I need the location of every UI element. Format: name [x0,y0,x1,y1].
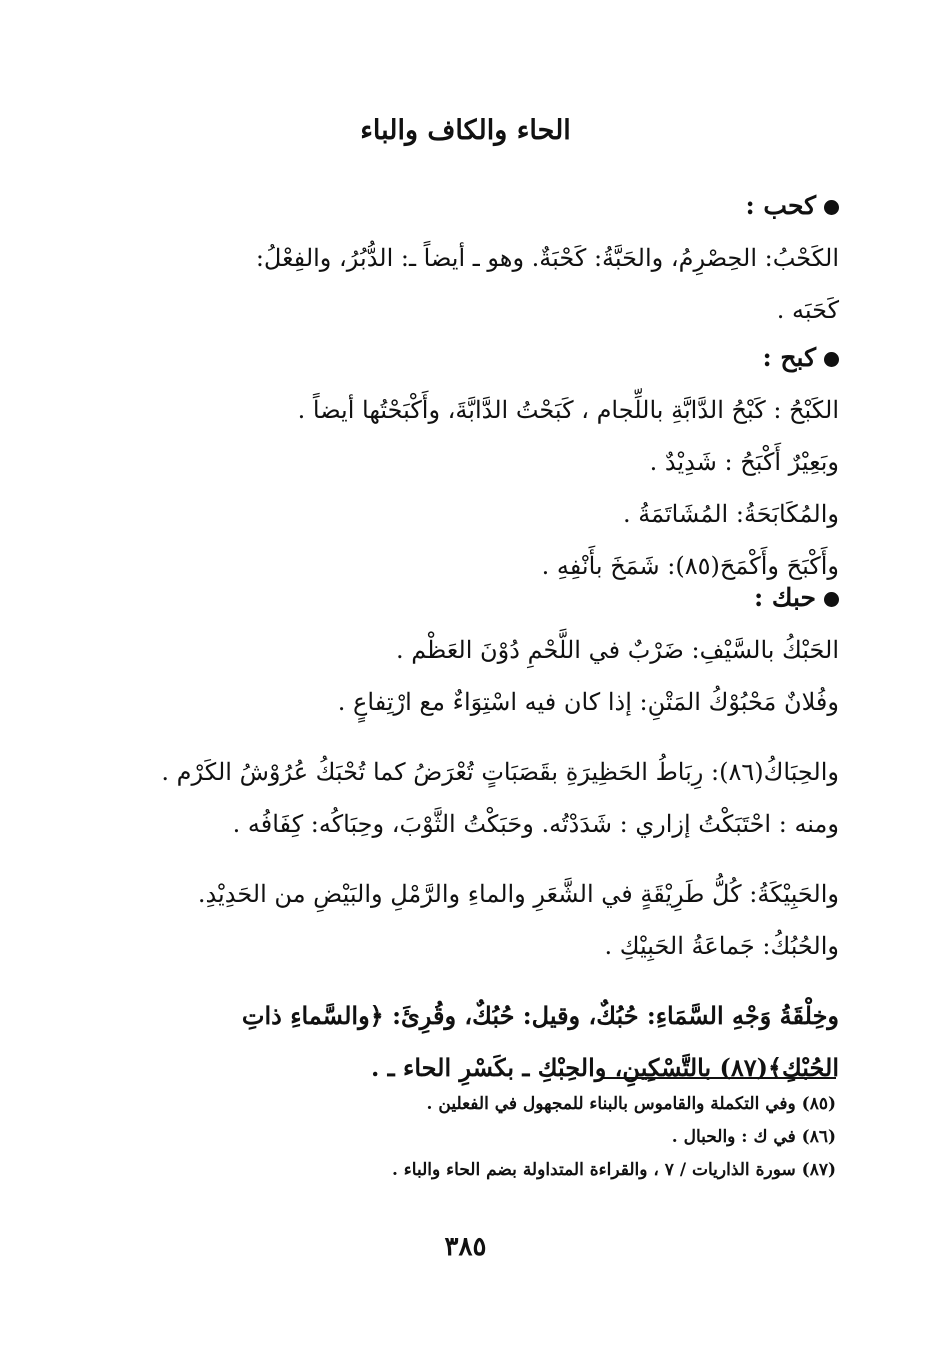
entry-habak [79,572,839,1094]
entry-line: الحَبْكُ بالسَّيْفِ: ضَرْبٌ في اللَّحْمِ دُوْنَ العَظْم . [395,636,839,664]
entry-line: وبَعِيْرٌ أَكْبَحُ : شَدِيْدٌ . [649,448,839,476]
footnote: (٨٥) وفي التكملة والقاموس بالبناء للمجهول في الفعلين . [426,1094,836,1114]
footnote: (٨٧) سورة الذاريات / ٧ ، والقراءة المتداولة بضم الحاء والباء . [391,1160,836,1180]
entry-headword: كبح : [79,332,839,384]
entry-line: وخِلْقَةُ وَجْهِ السَّمَاءِ: حُبُكٌ، وقيل: حُبُكٌ، وقُرِئَ: ﴿والسَّماءِ ذاتِ [241,1001,839,1030]
footnote: (٨٦) في ك : والحبال . [671,1127,836,1147]
entry-headword: كحب : [79,180,839,232]
entry-line: والمُكَابَحَةُ: المُشَاتَمَةُ . [622,500,839,528]
entry-line: ومنه : احْتَبَكْتُ إزاري : شَدَدْتُه. وحَبَكْتُ الثَّوْبَ، وحِبَاكُه: كِفَافُه . [232,810,839,838]
entry-line: الكَحْبُ: الحِصْرِمُ، والحَبَّةُ: كَحْبَةٌ. وهو ـ أيضاً ـ: الدُّبُرُ، والفِعْلُ: [255,244,839,272]
entry-kahab [79,180,839,336]
entry-kabah [79,332,839,592]
footnote-divider [602,1077,836,1079]
entry-line: وأَكْبَحَ وأَكْمَحَ(٨٥): شَمَخَ بأَنْفِهِ . [541,552,839,580]
entry-line: والحِبَاكُ(٨٦): رِبَاطُ الحَظِيرَةِ بقَصَبَاتٍ تُعْرَضُ كما تُحْبَكُ عُرُوْشُ الكَرْم . [161,758,839,786]
bullet-icon [824,352,839,367]
entry-line: وفُلانٌ مَحْبُوْكُ المَتْنِ: إذا كان فيه اسْتِوَاءٌ مع ارْتِفاعٍ . [337,688,839,716]
entry-headword: حبك : [79,572,839,624]
entry-line: الكَبْحُ : كَبْحُ الدَّابَّةِ باللِّجام ، كَبَحْتُ الدَّابَّةَ، وأَكْبَحْتُها أيضاً . [297,396,839,424]
footnotes [136,1088,836,1187]
entry-line: والحَبِيْكَةُ: كُلُّ طَرِيْقَةٍ في الشَّعَرِ والماءِ والرَّمْلِ والبَيْضِ من الحَدِيْدِ. [197,880,839,908]
entry-line: والحُبُكُ: جَماعَةُ الحَبِيْكِ . [604,932,839,960]
bullet-icon [824,592,839,607]
entry-line: الحُبْكِ﴾(٨٧) بالتَّسْكِينِ، والحِبْكِ ـ بكَسْرِ الحاء ـ . [370,1053,839,1082]
page-title: الحاء والكاف والباء [360,115,571,146]
entry-line: كَحَبَه . [776,296,839,324]
bullet-icon [824,200,839,215]
page-number: ٣٨٥ [444,1232,487,1262]
